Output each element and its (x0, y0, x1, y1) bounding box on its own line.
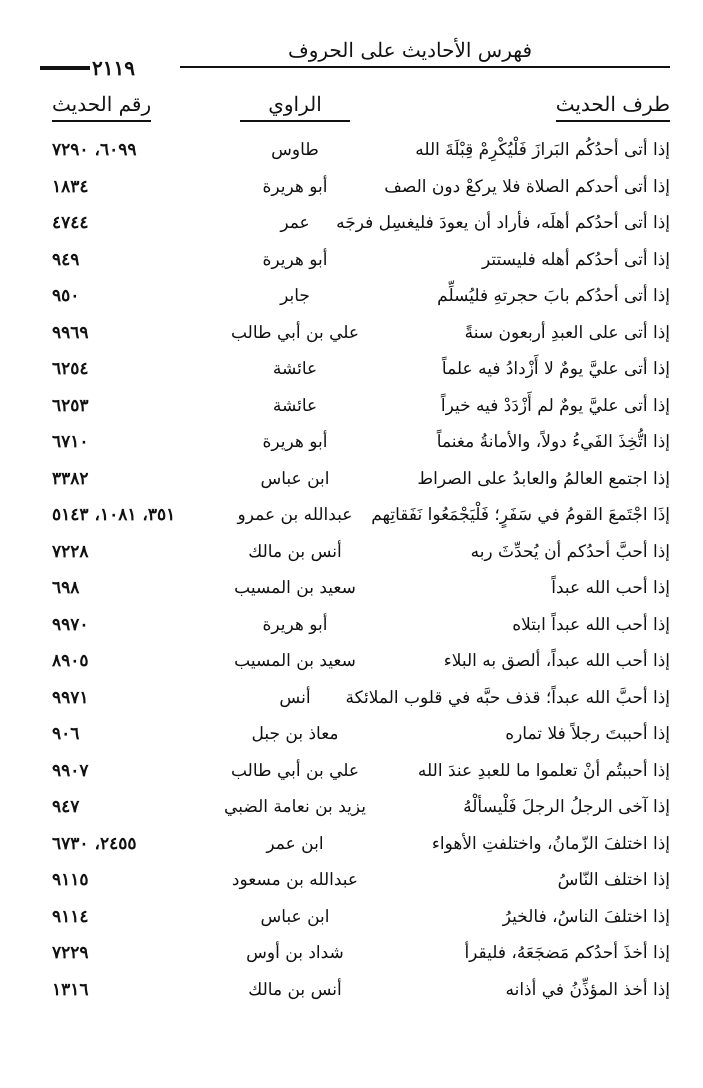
column-header-number: رقم الحديث (52, 92, 151, 122)
narrator-name: عائشة (272, 395, 318, 416)
table-row (40, 428, 672, 465)
narrator-name: ابن عباس (260, 906, 330, 927)
hadith-number: ١٣١٦ (52, 979, 89, 1000)
hadith-number: ٩٩٠٧ (52, 760, 89, 781)
table-row (40, 319, 672, 356)
hadith-number: ٦٢٥٣ (52, 395, 89, 416)
table-row (40, 939, 672, 976)
table-row (40, 866, 672, 903)
table-row (40, 684, 672, 721)
narrator-name: أبو هريرة (262, 176, 328, 197)
hadith-text: إذا أخذ المؤذِّنُ في أذانه (505, 979, 670, 1000)
hadith-text: إذا أحب الله عبداً، ألصق به البلاء (443, 651, 670, 671)
hadith-text: إذا اجتمع العالمُ والعابدُ على الصراط (417, 468, 670, 489)
table-row (40, 246, 672, 283)
hadith-text: إذا أحبَّ الله عبداً؛ قذف حبَّه في قلوب الملائكة (345, 687, 670, 708)
narrator-name: معاذ بن جبل (251, 724, 339, 744)
table-row (40, 903, 672, 940)
page-header (30, 36, 680, 80)
table-row (40, 136, 672, 173)
table-row (40, 465, 672, 502)
hadith-number: ٨٩٠٥ (52, 651, 89, 671)
hadith-text: إذا أحببتَ رجلاً فلا تماره (505, 724, 670, 744)
table-row (40, 647, 672, 684)
column-header-narrator: الراوي (240, 92, 350, 122)
table-row (40, 830, 672, 867)
narrator-name: شداد بن أوس (246, 943, 344, 963)
table-row (40, 538, 672, 575)
running-title: فهرس الأحاديث على الحروف (287, 38, 533, 62)
hadith-text: إذا أحب الله عبداً (551, 578, 670, 598)
hadith-text: إذا أتى أحدُكُم البَرازَ فَلْيُكْرِمْ قِبْلَةَ الله (415, 140, 670, 160)
hadith-number: ٩٩٧٠ (52, 614, 89, 635)
hadith-text: إذا أتى أحدُكم أهله فليستتر (482, 249, 670, 270)
hadith-number: ٩٤٩ (52, 249, 80, 270)
hadith-text: إذا أتى على العبدِ أربعون سنةً (464, 322, 670, 343)
hadith-text: إذا اتُّخِذَ الفَيءُ دولاً، والأمانةُ مغنماً (436, 432, 670, 452)
hadith-text: إذَا اجْتَمعَ القومُ في سَفَرٍ؛ فَلْيَجْمَعُوا نَفَقاتِهم (371, 505, 670, 525)
table-row (40, 757, 672, 794)
narrator-name: أبو هريرة (262, 249, 328, 270)
narrator-name: أنس بن مالك (248, 541, 342, 562)
hadith-number: ٧٢٢٨ (52, 541, 89, 562)
table-row (40, 574, 672, 611)
column-headers (40, 92, 672, 132)
hadith-text: إذا اختلفَ الناسُ، فالخيرُ (502, 906, 670, 927)
narrator-name: ابن عمر (266, 833, 324, 854)
narrator-name: عبدالله بن مسعود (231, 870, 359, 890)
hadith-text: إذا أتى عليَّ يومٌ لا أَزْدادُ فيه علماً (441, 359, 670, 379)
table-row (40, 501, 672, 538)
hadith-number: ٩٩٧١ (52, 687, 89, 708)
narrator-name: طاوس (271, 140, 319, 160)
hadith-text: إذا أتى أحدكم الصلاة فلا يركعْ دون الصف (384, 176, 670, 197)
narrator-name: ابن عباس (260, 468, 330, 489)
hadith-number: ٣٥١، ١٠٨١، ٥١٤٣ (52, 505, 176, 525)
hadith-number: ٩١١٤ (52, 906, 89, 927)
hadith-number: ٦٩٨ (52, 578, 80, 598)
hadith-number: ٧٢٢٩ (52, 943, 89, 963)
hadith-number: ٦٢٥٤ (52, 359, 89, 379)
table-row (40, 209, 672, 246)
narrator-name: سعيد بن المسيب (234, 578, 356, 598)
table-row (40, 611, 672, 648)
table-row (40, 720, 672, 757)
narrator-name: أبو هريرة (262, 614, 328, 635)
table-row (40, 976, 672, 1013)
hadith-number: ٩٤٧ (52, 797, 80, 817)
header-rule-thick (40, 66, 90, 70)
hadith-text: إذا أحببتُم أنْ تعلموا ما للعبدِ عندَ الله (417, 760, 670, 781)
narrator-name: عمر (280, 213, 310, 233)
hadith-number: ١٨٣٤ (52, 176, 89, 197)
table-row (40, 392, 672, 429)
narrator-name: أنس بن مالك (248, 979, 342, 1000)
hadith-text: إذا آخى الرجلُ الرجلَ فَلْيسألْهُ (463, 797, 670, 817)
narrator-name: أبو هريرة (262, 432, 328, 452)
hadith-number: ٩١١٥ (52, 870, 89, 890)
hadith-text: إذا أتى أحدُكم أهلَه، فأراد أن يعودَ فليغسِل فرجَه (336, 213, 670, 233)
narrator-name: سعيد بن المسيب (234, 651, 356, 671)
hadith-number: ٦٠٩٩، ٧٢٩٠ (52, 140, 137, 160)
hadith-text: إذا اختلف النّاسُ (557, 870, 670, 890)
narrator-name: علي بن أبي طالب (230, 322, 360, 343)
hadith-number: ٩٥٠ (52, 286, 80, 306)
narrator-name: عائشة (272, 359, 318, 379)
hadith-number: ٦٧١٠ (52, 432, 89, 452)
narrator-name: جابر (280, 286, 310, 306)
narrator-name: أنس (279, 687, 311, 708)
table-row (40, 355, 672, 392)
column-header-hadith: طرف الحديث (556, 92, 670, 122)
table-row (40, 282, 672, 319)
hadith-text: إذا اختلفَ الزّمانُ، واختلفتِ الأهواء (431, 833, 670, 854)
hadith-text: إذا أحبَّ أحدُكم أن يُحدِّثَ ربه (470, 541, 670, 562)
narrator-name: عبدالله بن عمرو (237, 505, 353, 525)
hadith-text: إذا أحب الله عبداً ابتلاه (512, 614, 670, 635)
hadith-number: ٩٩٦٩ (52, 322, 89, 343)
hadith-text: إذا أخذَ أحدُكم مَضجَعَهُ، فليقرأ (464, 943, 670, 963)
page-number: ٢١١٩ (92, 56, 135, 80)
table-row (40, 173, 672, 210)
hadith-text: إذا أتى عليَّ يومٌ لم أَزْدَدْ فيه خيراً (440, 395, 670, 416)
hadith-index-table (40, 136, 672, 1012)
hadith-number: ٩٠٦ (52, 724, 80, 744)
narrator-name: يزيد بن نعامة الضبي (224, 797, 366, 817)
narrator-name: علي بن أبي طالب (230, 760, 360, 781)
hadith-number: ٣٣٨٢ (52, 468, 89, 489)
hadith-number: ٤٧٤٤ (52, 213, 89, 233)
header-rule (180, 66, 670, 68)
table-row (40, 793, 672, 830)
hadith-text: إذا أتى أحدُكم بابَ حجرتهِ فليُسلِّم (437, 286, 670, 306)
hadith-number: ٢٤٥٥، ٦٧٣٠ (52, 833, 137, 854)
